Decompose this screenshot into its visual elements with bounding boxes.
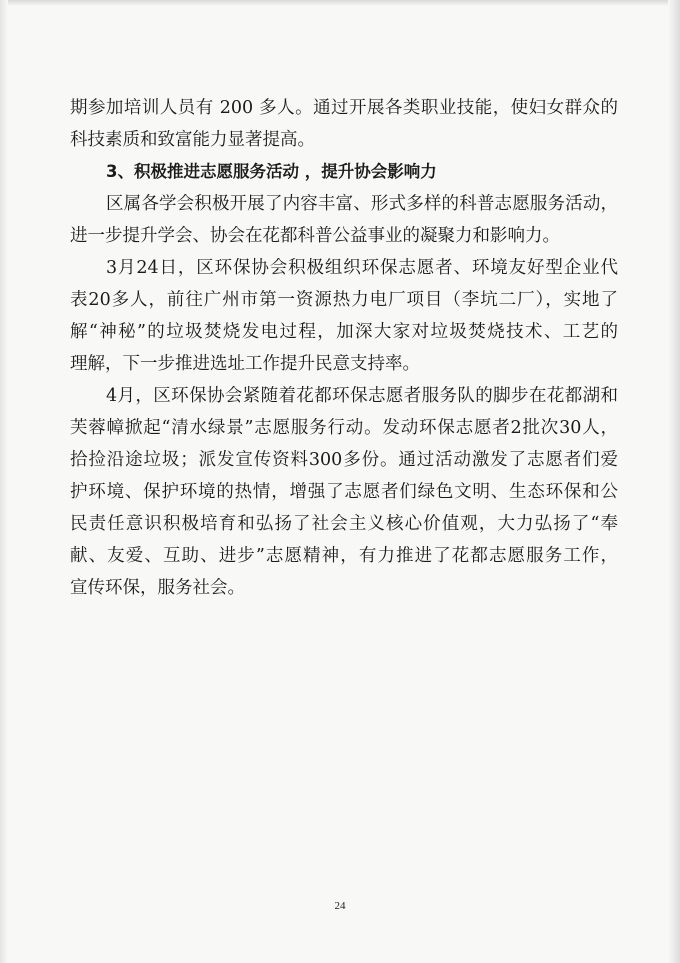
text-line: 护环境、保护环境的热情，增强了志愿者们绿色文明、生态环保和公: [70, 482, 618, 502]
text-line: 期参加培训人员有 200 多人。通过开展各类职业技能，使妇女群众的: [70, 98, 618, 118]
page-number: 24: [334, 900, 346, 912]
text-line: 解“神秘”的垃圾焚烧发电过程，加深大家对垃圾焚烧技术、工艺的: [70, 322, 618, 342]
text-line: 进一步提升学会、协会在花都科普公益事业的凝聚力和影响力。: [70, 226, 560, 246]
text-line: 芙蓉幛掀起“清水绿景”志愿服务行动。发动环保志愿者2批次30人，: [70, 418, 618, 438]
text-line: 理解，下一步推进选址工作提升民意支持率。: [70, 354, 420, 374]
scan-edge-top: [0, 0, 680, 6]
text-line: 3月24日，区环保协会积极组织环保志愿者、环境友好型企业代: [106, 258, 618, 278]
text-line: 献、友爱、互助、进步”志愿精神，有力推进了花都志愿服务工作，: [70, 546, 618, 566]
scan-edge-right: [668, 0, 680, 963]
scan-edge-left: [0, 0, 8, 963]
text-line: 拾捡沿途垃圾；派发宣传资料300多份。通过活动激发了志愿者们爱: [70, 450, 618, 470]
body-text: [70, 92, 618, 604]
text-line: 民责任意识积极培育和弘扬了社会主义核心价值观，大力弘扬了“奉: [70, 514, 618, 534]
text-line: 表20多人，前往广州市第一资源热力电厂项目（李坑二厂），实地了: [70, 290, 618, 310]
text-line: 宣传环保，服务社会。: [70, 578, 245, 598]
text-line: 科技素质和致富能力显著提高。: [70, 130, 315, 150]
text-line: 区属各学会积极开展了内容丰富、形式多样的科普志愿服务活动，: [106, 194, 618, 214]
text-line: 4月，区环保协会紧随着花都环保志愿者服务队的脚步在花都湖和: [106, 386, 618, 406]
section-heading: 3、积极推进志愿服务活动 ，提升协会影响力: [106, 162, 437, 181]
